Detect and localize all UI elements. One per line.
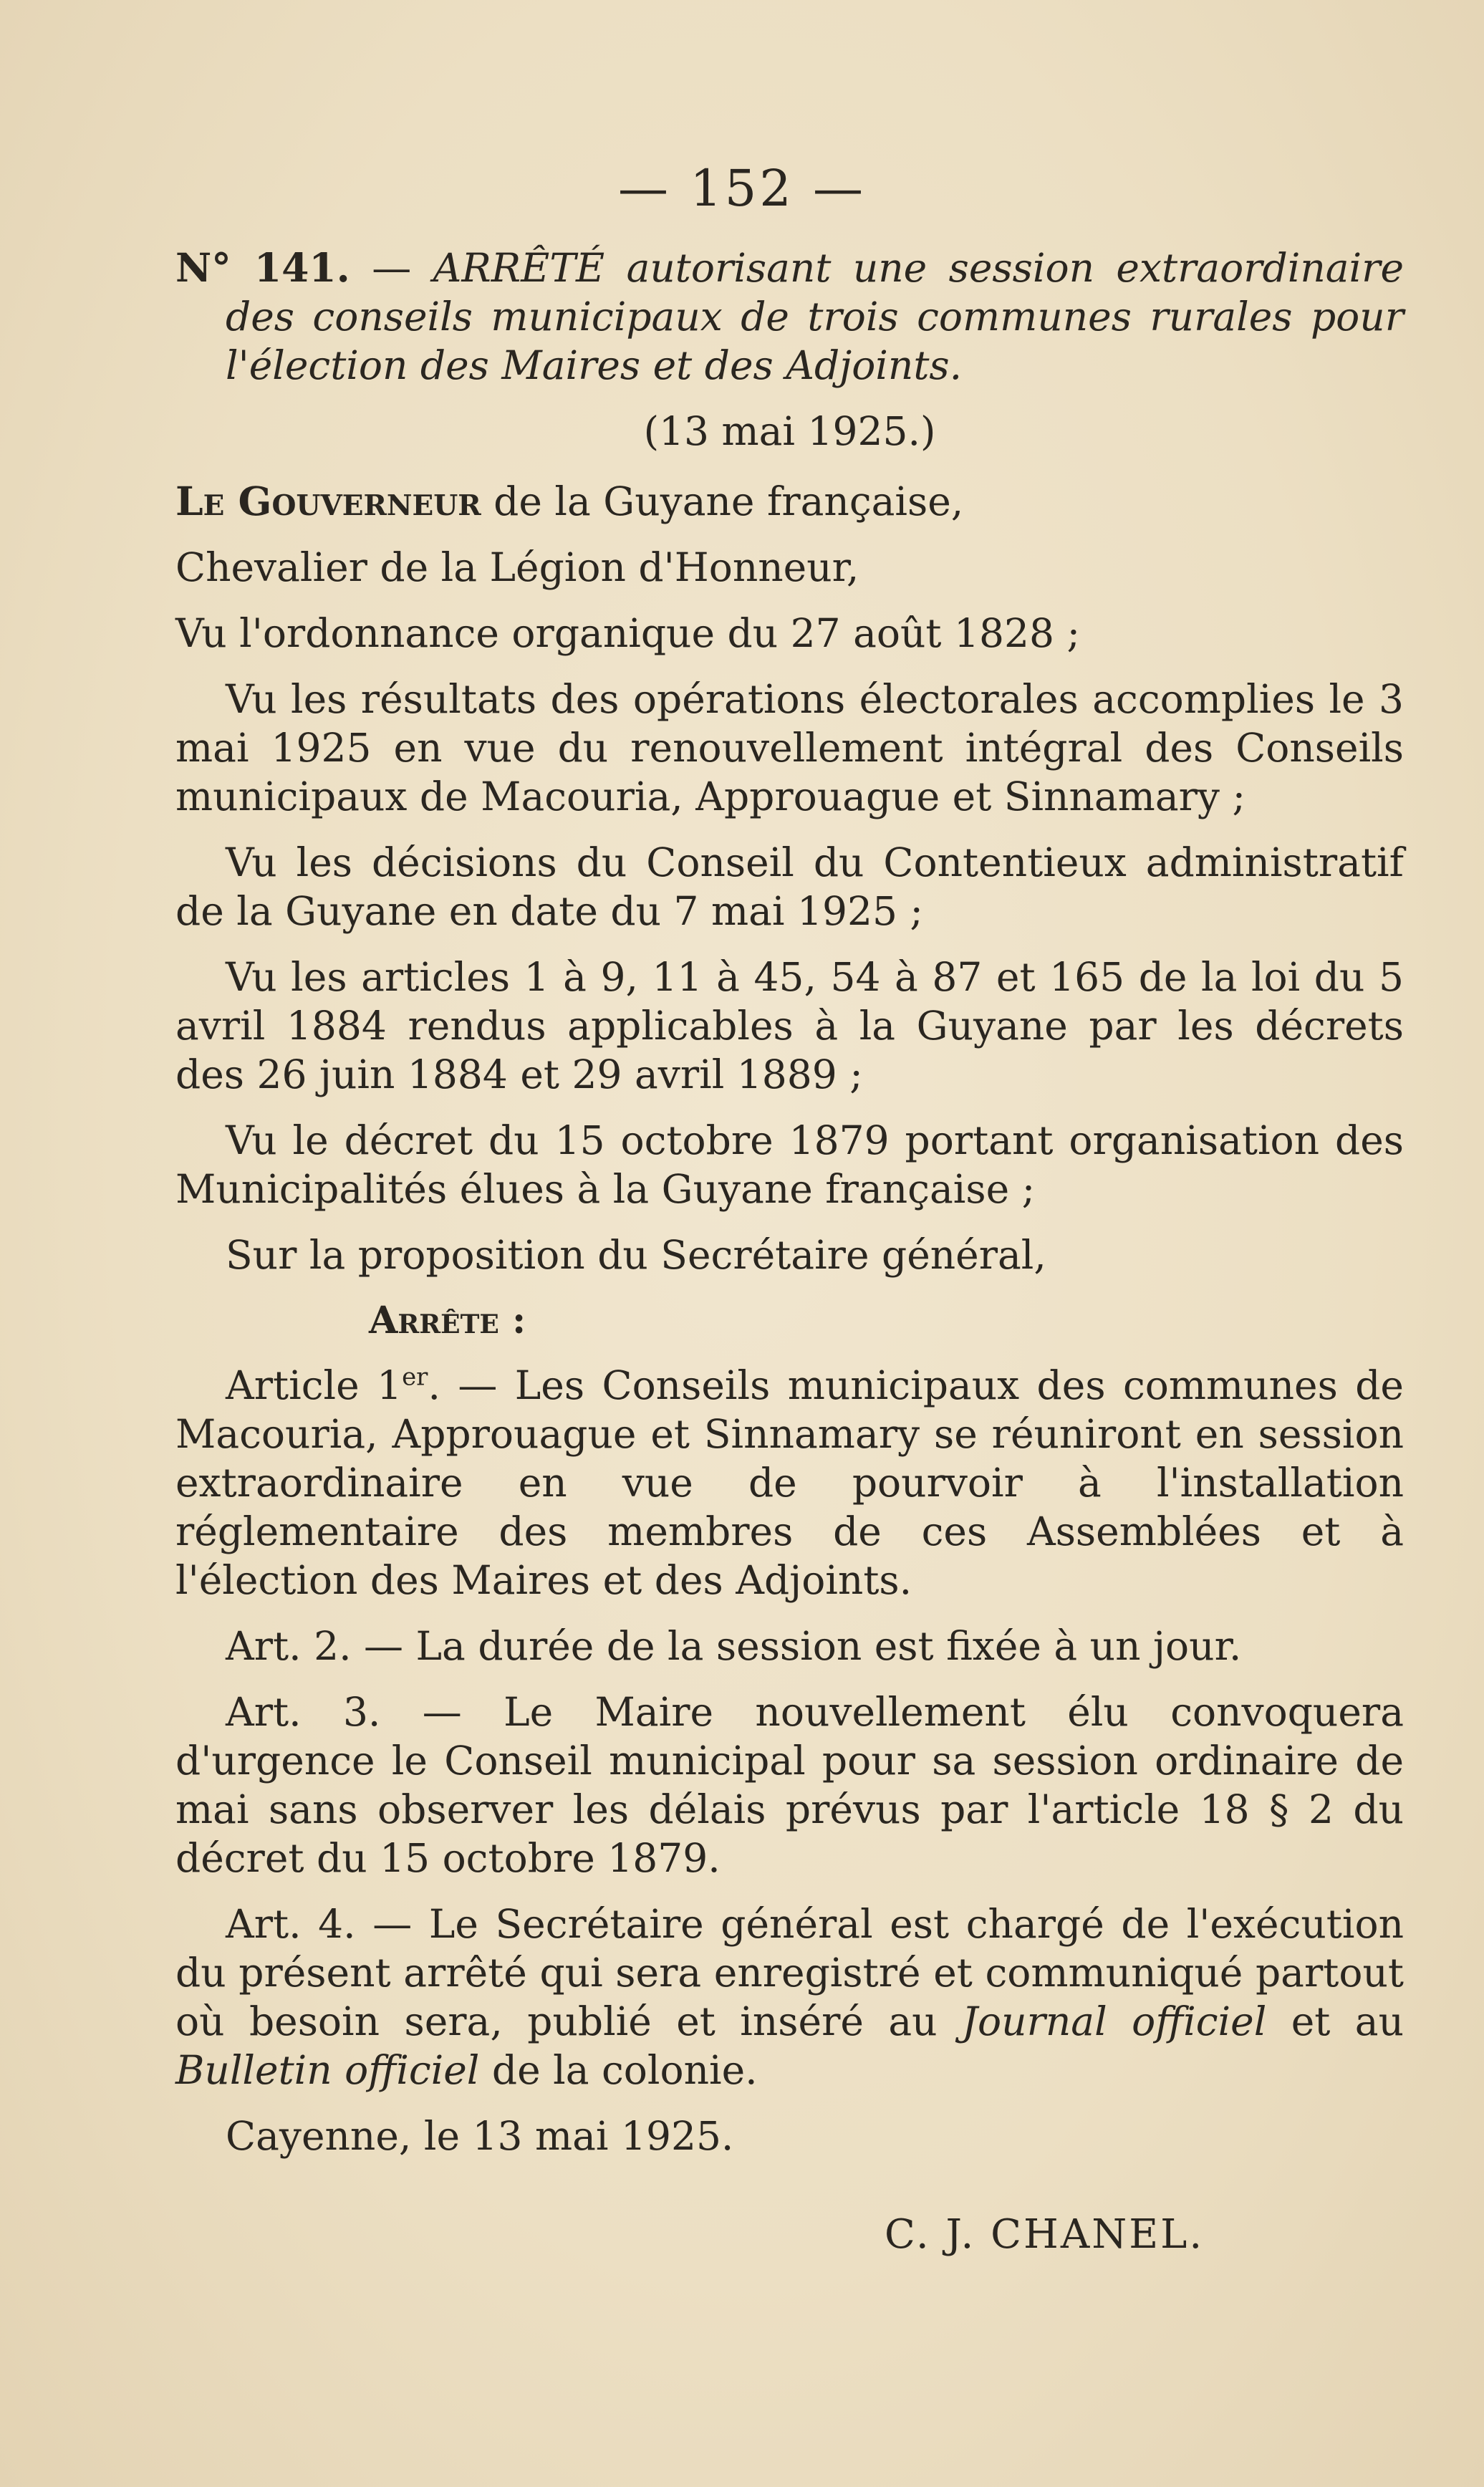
article-1-text: . — Les Conseils municipaux des communes de Macouria, Approuague et Sinnamary se réuniront en session extraordinaire en vue de pourvoir à l'installation réglementaire des membres de ces Assemblées et à l'élection des Maires et des Adjoints. xyxy=(175,1362,1404,1603)
vu-articles: Vu les articles 1 à 9, 11 à 45, 54 à 87 et 165 de la loi du 5 avril 1884 rendus applicables à la Guyane par les décrets des 26 juin 1884 et 29 avril 1889 ; xyxy=(175,954,1404,1097)
article-4-mid: et au xyxy=(1266,1998,1404,2044)
governor-rest: de la Guyane française, xyxy=(481,478,964,524)
vu-decisions: Vu les décisions du Conseil du Contentieux administratif de la Guyane en date du 7 mai 1925 ; xyxy=(175,840,1404,934)
governor-line xyxy=(175,477,1404,526)
decree-heading xyxy=(175,244,1404,390)
page-number: — 152 — xyxy=(617,159,867,218)
vu-ordonnance: Vu l'ordonnance organique du 27 août 1828 ; xyxy=(175,610,1080,656)
article-3: Art. 3. — Le Maire nouvellement élu convoquera d'urgence le Conseil municipal pour sa session ordinaire de mai sans observer les délais prévus par l'article 18 § 2 du décret du 15 octobre 1879. xyxy=(175,1689,1404,1881)
article-4-end: de la colonie. xyxy=(479,2047,758,2093)
document-body xyxy=(175,244,1404,2259)
arrete-label: Arrête : xyxy=(369,1299,526,1342)
article-1-label: Article 1 xyxy=(226,1362,403,1408)
decree-title: ARRÊTÉ autorisant une session extraordinaire des conseils municipaux de trois communes rurales pour l'élection des Maires et des Adjoints. xyxy=(226,245,1404,388)
journal-officiel: Journal officiel xyxy=(961,1998,1267,2044)
decree-dash: — xyxy=(350,245,433,291)
article-2: Art. 2. — La durée de la session est fixée à un jour. xyxy=(226,1623,1242,1669)
place-date: Cayenne, le 13 mai 1925. xyxy=(226,2113,734,2159)
article-1 xyxy=(175,1361,1404,1605)
governor-label: Le Gouverneur xyxy=(175,478,481,524)
decree-date: (13 mai 1925.) xyxy=(643,408,936,454)
vu-decret: Vu le décret du 15 octobre 1879 portant organisation des Municipalités élues à la Guyane française ; xyxy=(175,1117,1404,1212)
proposal-line: Sur la proposition du Secrétaire général, xyxy=(226,1232,1046,1278)
article-1-sup: er xyxy=(402,1362,428,1392)
vu-resultats: Vu les résultats des opérations électorales accomplies le 3 mai 1925 en vue du renouvellement intégral des Conseils municipaux de Macouria, Approuague et Sinnamary ; xyxy=(175,676,1404,819)
decree-number: N° 141. xyxy=(175,244,350,291)
chevalier-line: Chevalier de la Légion d'Honneur, xyxy=(175,544,859,590)
article-4 xyxy=(175,1900,1404,2094)
article-4-start: Art. 4. — Le Secrétaire général est chargé de l'exécution du présent arrêté qui sera enregistré et communiqué partout où besoin sera, publié et inséré au xyxy=(175,1901,1404,2044)
bulletin-officiel: Bulletin officiel xyxy=(175,2047,480,2093)
signature: C. J. CHANEL. xyxy=(885,2211,1205,2258)
